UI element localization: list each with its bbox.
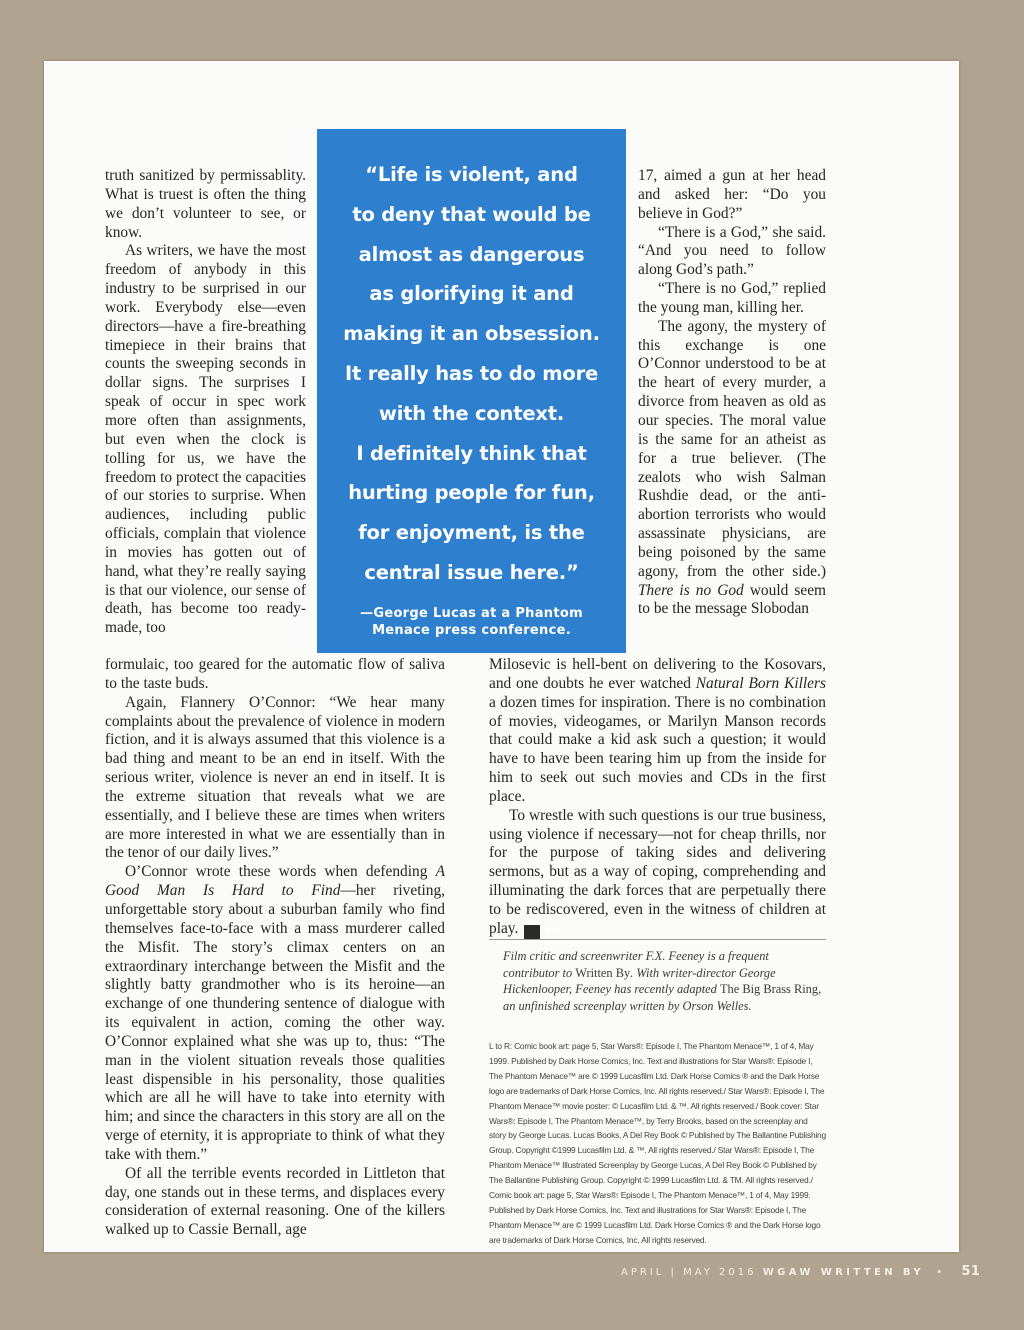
footer-separator: • [936,1267,946,1278]
publication-name: Written By [575,965,631,980]
paragraph: Of all the terrible events recorded in Littleton that day, one stands out in these terms, and displaces every consideration of external reasoning. One of the killers walked up to Cassie Bernall, age [105,1164,445,1239]
text-run: . With writer-director George Hickenlooper, Feeney has recently adapted [503,965,776,997]
italic-run: There is no God [638,581,744,599]
left-column-bottom [105,656,445,1240]
text-run: Film critic and screenwriter F.X. Feeney is a frequent contributor to [503,949,769,980]
film-title: Natural Born Killers [695,674,826,692]
pull-quote-line: making it an obsession. [343,322,600,346]
left-column-top [105,167,306,638]
text-run: O’Connor wrote these words when defending [125,863,436,881]
paragraph [489,656,826,807]
attribution-line: —George Lucas at a Phantom [360,605,583,621]
footer-issue-date: APRIL | MAY 2016 [621,1267,757,1278]
text-run: To wrestle with such questions is our true business, using violence if necessary—not for cheap thrills, nor for the purpose of taking sides and delivering sermons, but as a way of coping, comprehending and illuminating the dark forces that are perpetually there to be rediscovered, even in the witness of children at play. [489,806,826,937]
pull-quote-line: “Life is violent, and [365,163,578,186]
text-run: , an unfinished screenplay written by Orson Welles. [503,982,822,1013]
text-run: —her riveting, unforgettable story about a suburban family who find themselves face-to-face with a mass murderer called the Misfit. The story’s climax centers on an extraordinary interchange between the Misfit and the slightly batty grandmother who is its heroine—an exchange of one thundering sentence of dialogue with its equivalent in action, coming the other way. O’Connor explained what she was up to, thus: “The man in the violent situation reveals those qualities least dispensible in his personality, those qualities which are all he will have to take into eternity with him; and since the characters in this story are all on the verge of eternity, it is appropriate to think of what they take with them.” [105,882,446,1163]
text-run: a dozen times for inspiration. There is no combination of movies, videogames, or Marilyn Manson records that could make a kid ask such a question; it would have to have been tearing him up from the inside for him to seek out such movies and CDs in the first place. [489,693,826,805]
pull-quote-line: as glorifying it and [369,282,574,306]
paragraph: truth sanitized by permissablity. What is truest is often the thing we don’t volunteer to see, or know. [105,167,306,241]
magazine-page [44,61,959,1252]
paragraph: As writers, we have the most freedom of anybody in this industry to be surprised in our work. Everybody else—even directors—have a fire-breathing timepiece in their brains that counts the sweeping seconds in dollar signs. The surprises I speak of occur in spec work more often than assignments, but even when the clock is tolling for us, we have the freedom to protect the capacities of our stories to surprise. When audiences, including public officials, complain that violence in movies has gotten out of hand, what they’re really saying is that our violence, our sense of death, has become too ready-made, too [105,242,306,637]
author-bio [503,948,826,1014]
attribution-line: Menace press conference. [372,622,571,638]
pull-quote-box [317,129,626,653]
paragraph: “There is a God,” she said. “And you need to follow along God’s path.” [638,223,826,279]
pull-quote-line: for enjoyment, is the [358,521,585,545]
paragraph: Again, Flannery O’Connor: “We hear many complaints about the prevalence of violence in modern fiction, and it is always assumed that this violence is a bad thing and meant to be an end in itself. With the serious writer, violence is never an end in itself. It is the extreme situation that reveals what we are essentially, and I believe these are times when writers are more interested in what we are essentially than in the tenor of our daily lives.” [105,693,445,862]
paragraph [489,807,826,939]
pull-quote-line: It really has to do more [344,361,599,385]
pull-quote-text [317,155,626,593]
pull-quote-line: with the context. [378,401,565,425]
page-footer [621,1262,980,1282]
right-column-top [638,167,826,619]
paragraph: “There is no God,” replied the young man, killing her. [638,280,826,316]
divider [489,939,826,940]
paragraph [105,863,445,1165]
middle-column-bottom [489,656,826,939]
image-credits: L to R: Comic book art: page 5, Star Wars®: Episode I, The Phantom Menace™, 1 of 4, May 1999. Published by Dark Horse Comics, Inc. Text and illustrations for Star Wars®: Episode I, The Phantom Menace™ are © 1999 Lucasfilm Ltd. Dark Horse Comics ® and the Dark Horse logo are trademarks of Dark Horse Comics, Inc. All rights reserved./ Star Wars®: Episode I, The Phantom Menace™ movie poster: © Lucasfilm Ltd. & ™. All rights reserved./ Book cover: Star Wars®: Episode I, The Phantom Menace™, by Terry Brooks, based on the screenplay and story by George Lucas. Lucas Books, A Del Rey Book © Published by The Ballantine Publishing Group. Copyright ©1999 Lucasfilm Ltd. & ™. All rights reserved./ Star Wars®: Episode I, The Phantom Menace™ Illustrated Screenplay by George Lucas, A Del Rey Book © Published by The Ballantine Publishing Group. Copyright © 1999 Lucasfilm Ltd. & TM. All rights reserved./ Comic book art: page 5, Star Wars®: Episode I, The Phantom Menace™, 1 of 4, May 1999. Published by Dark Horse Comics, Inc. Text and illustrations for Star Wars®: Episode I, The Phantom Menace™ are © 1999 Lucasfilm Ltd. Dark Horse Comics ® and the Dark Horse logo are trademarks of Dark Horse Comics, Inc. All rights reserved. [489,1041,826,1245]
pull-quote-line: central issue here.” [364,560,579,584]
pull-quote-line: to deny that would be [352,202,591,226]
pull-quote-line: hurting people for fun, [348,481,595,505]
paragraph: 17, aimed a gun at her head and asked her: “Do you believe in God?” [638,167,826,222]
text-run: Milosevic is hell-bent on delivering to the Kosovars, and one doubts he ever watched [489,656,826,692]
text-run: would seem to be the message Slobodan [638,581,826,618]
paragraph: formulaic, too geared for the automatic flow of saliva to the taste buds. [105,656,445,692]
pull-quote-line: I definitely think that [356,441,587,465]
paragraph [638,318,826,620]
film-title: The Big Brass Ring [719,982,819,997]
pull-quote-attribution [317,605,626,639]
page-number: 51 [961,1264,981,1279]
text-run: The agony, the mystery of this exchange is one O’Connor understood to be at the heart of every murder, a divorce from heaven as old as our species. The moral value is the same for an atheist as for a true believer. (The zealots who wish Salman Rushdie dead, or the anti-abortion terrorists who would assassinate physicians, are being poisoned by the same agony, from the other side.) [638,317,826,580]
story-title: A Good Man Is Hard to Find [105,863,445,900]
end-mark-icon: WB [524,925,540,939]
pull-quote-line: almost as dangerous [358,242,585,266]
footer-brand: WGAW WRITTEN BY [762,1267,925,1278]
